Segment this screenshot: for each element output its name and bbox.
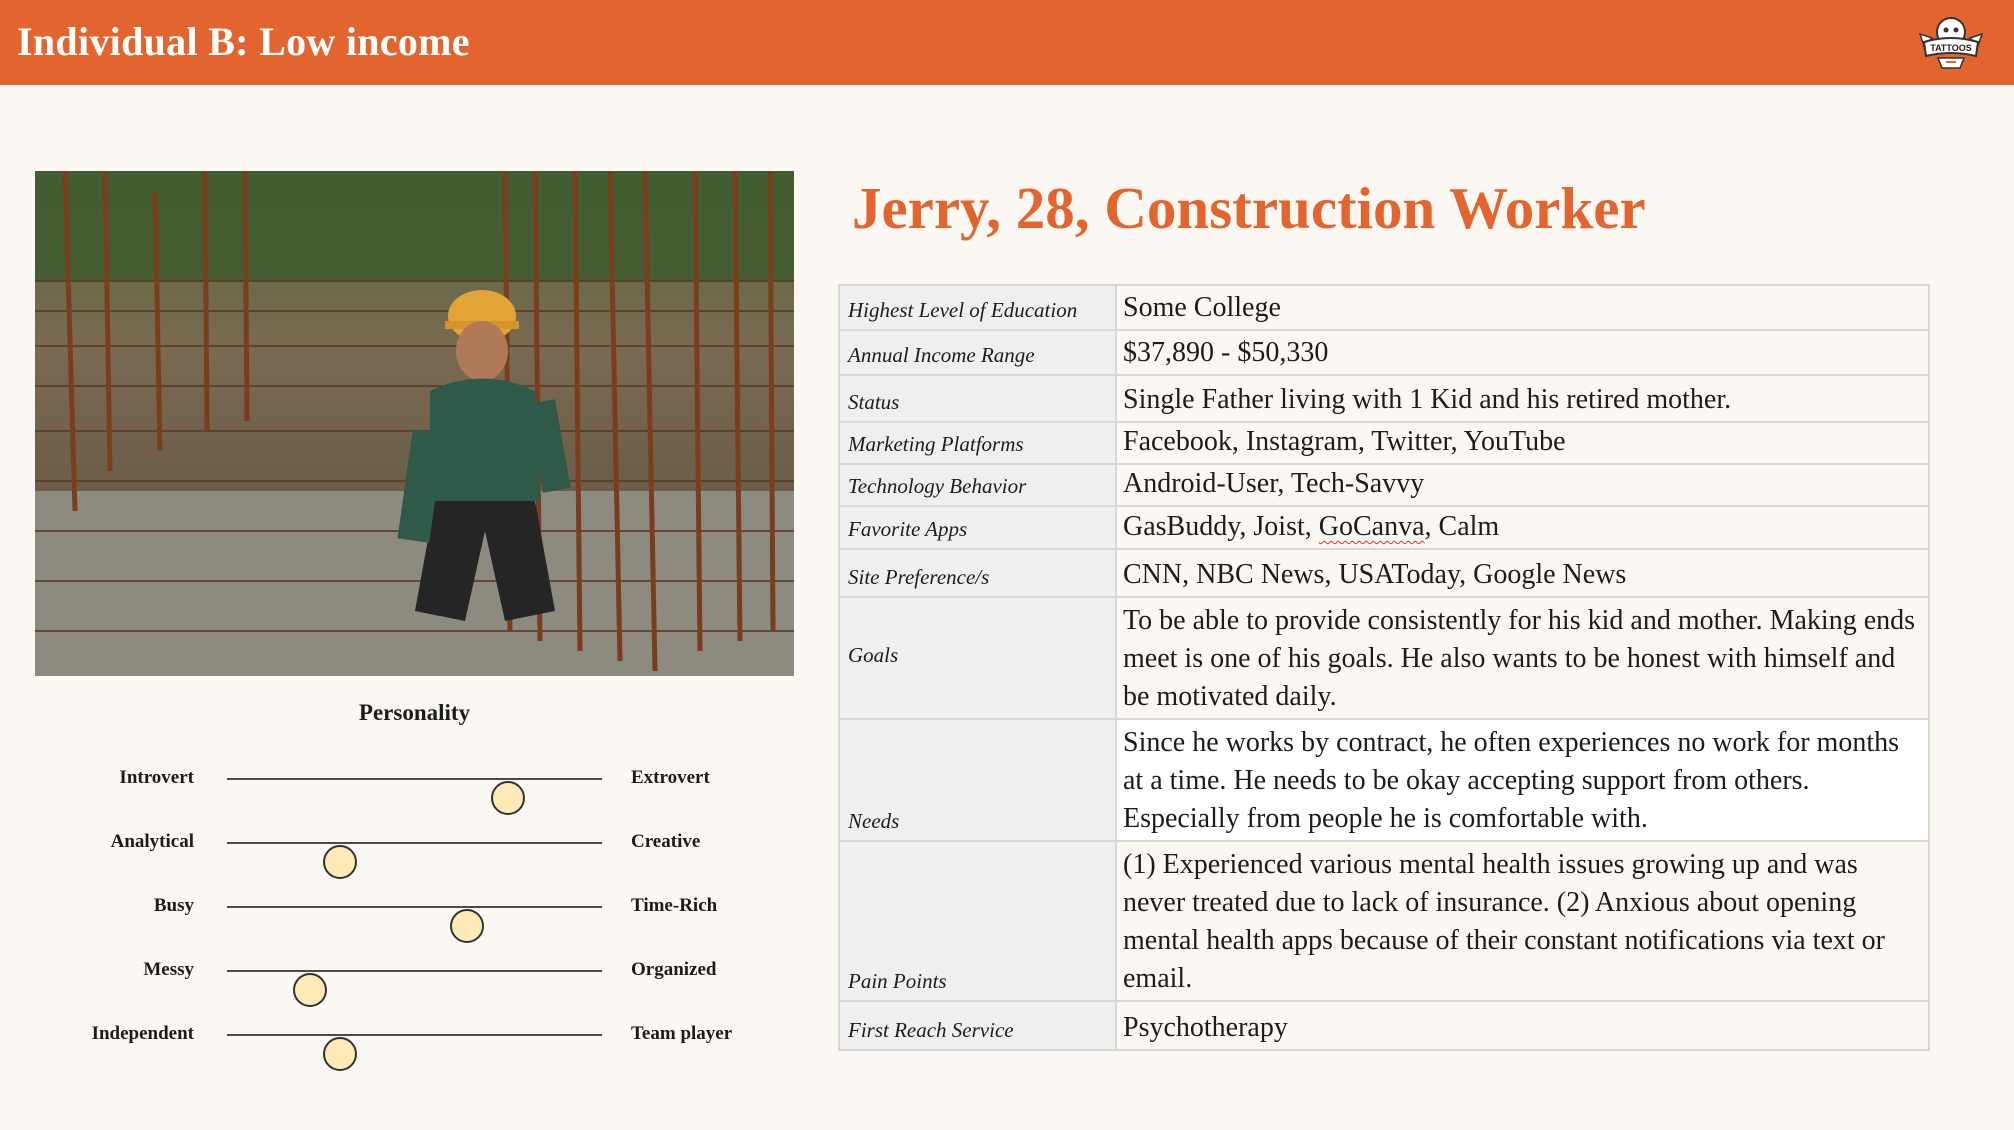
slider-messy-organized	[0, 951, 800, 991]
slider-left-label: Messy	[143, 959, 194, 980]
row-key: Goals	[839, 597, 1116, 719]
slider-track	[227, 842, 602, 844]
row-value: Some College	[1116, 285, 1929, 330]
table-row	[839, 597, 1929, 719]
table-row	[839, 719, 1929, 841]
row-value: To be able to provide consistently for his kid and mother. Making ends meet is one of his goals. He also wants to be honest with himself and be motivated daily.	[1116, 597, 1929, 719]
slider-right-label: Extrovert	[631, 767, 710, 788]
slider-busy-timerich	[0, 887, 800, 927]
slider-independent-teamplayer	[0, 1015, 800, 1055]
slide-title: Individual B: Low income	[17, 19, 470, 64]
slider-track	[227, 778, 602, 780]
table-row	[839, 464, 1929, 506]
app-list-text: GasBuddy, Joist,	[1123, 511, 1319, 542]
persona-name-heading: Jerry, 28, Construction Worker	[852, 175, 1646, 241]
row-value: $37,890 - $50,330	[1116, 330, 1929, 375]
row-key: Favorite Apps	[839, 506, 1116, 549]
row-key: Technology Behavior	[839, 464, 1116, 506]
construction-worker-photo	[35, 171, 794, 676]
row-value: CNN, NBC News, USAToday, Google News	[1116, 549, 1929, 597]
row-key: First Reach Service	[839, 1001, 1116, 1050]
row-value: Psychotherapy	[1116, 1001, 1929, 1050]
table-row	[839, 285, 1929, 330]
persona-profile-table	[838, 284, 1930, 1051]
logo-text: TATTOOS	[1930, 43, 1972, 53]
slider-right-label: Creative	[631, 831, 701, 852]
slider-left-label: Busy	[153, 895, 194, 916]
slider-analytical-creative	[0, 823, 800, 863]
slider-knob[interactable]	[323, 1037, 357, 1071]
slider-track	[227, 906, 602, 908]
row-key: Marketing Platforms	[839, 422, 1116, 464]
table-row	[839, 330, 1929, 375]
slider-right-label: Team player	[631, 1023, 733, 1044]
tattoo-shop-badge-logo	[1916, 12, 1986, 72]
slider-knob[interactable]	[323, 845, 357, 879]
slider-knob[interactable]	[293, 973, 327, 1007]
slider-left-label: Introvert	[119, 767, 194, 788]
slider-right-label: Time-Rich	[631, 895, 718, 916]
row-key: Site Preference/s	[839, 549, 1116, 597]
table-row	[839, 549, 1929, 597]
slider-introvert-extrovert	[0, 759, 800, 799]
table-row	[839, 506, 1929, 549]
table-row	[839, 1001, 1929, 1050]
table-row	[839, 422, 1929, 464]
slider-knob[interactable]	[450, 909, 484, 943]
slider-track	[227, 970, 602, 972]
slider-left-label: Independent	[91, 1023, 194, 1044]
header-bar	[0, 0, 2014, 85]
row-key: Pain Points	[839, 841, 1116, 1001]
row-key: Annual Income Range	[839, 330, 1116, 375]
row-value: Since he works by contract, he often experiences no work for months at a time. He needs to be okay accepting support from others. Especially from people he is comfortable with.	[1116, 719, 1929, 841]
slider-knob[interactable]	[491, 781, 525, 815]
spellcheck-flagged-word: GoCanva	[1318, 511, 1425, 542]
row-value: (1) Experienced various mental health issues growing up and was never treated due to lack of insurance. (2) Anxious about opening mental health apps because of their constant notifications via text or email.	[1116, 841, 1929, 1001]
slider-track	[227, 1034, 602, 1036]
personality-title: Personality	[358, 700, 471, 725]
row-value	[1116, 506, 1929, 549]
app-list-text: , Calm	[1424, 511, 1500, 542]
row-value: Facebook, Instagram, Twitter, YouTube	[1116, 422, 1929, 464]
row-key: Needs	[839, 719, 1116, 841]
row-value: Android-User, Tech-Savvy	[1116, 464, 1929, 506]
row-key: Status	[839, 375, 1116, 422]
row-key: Highest Level of Education	[839, 285, 1116, 330]
row-value: Single Father living with 1 Kid and his retired mother.	[1116, 375, 1929, 422]
table-row	[839, 841, 1929, 1001]
slider-right-label: Organized	[631, 959, 717, 980]
slider-left-label: Analytical	[110, 831, 194, 852]
table-row	[839, 375, 1929, 422]
